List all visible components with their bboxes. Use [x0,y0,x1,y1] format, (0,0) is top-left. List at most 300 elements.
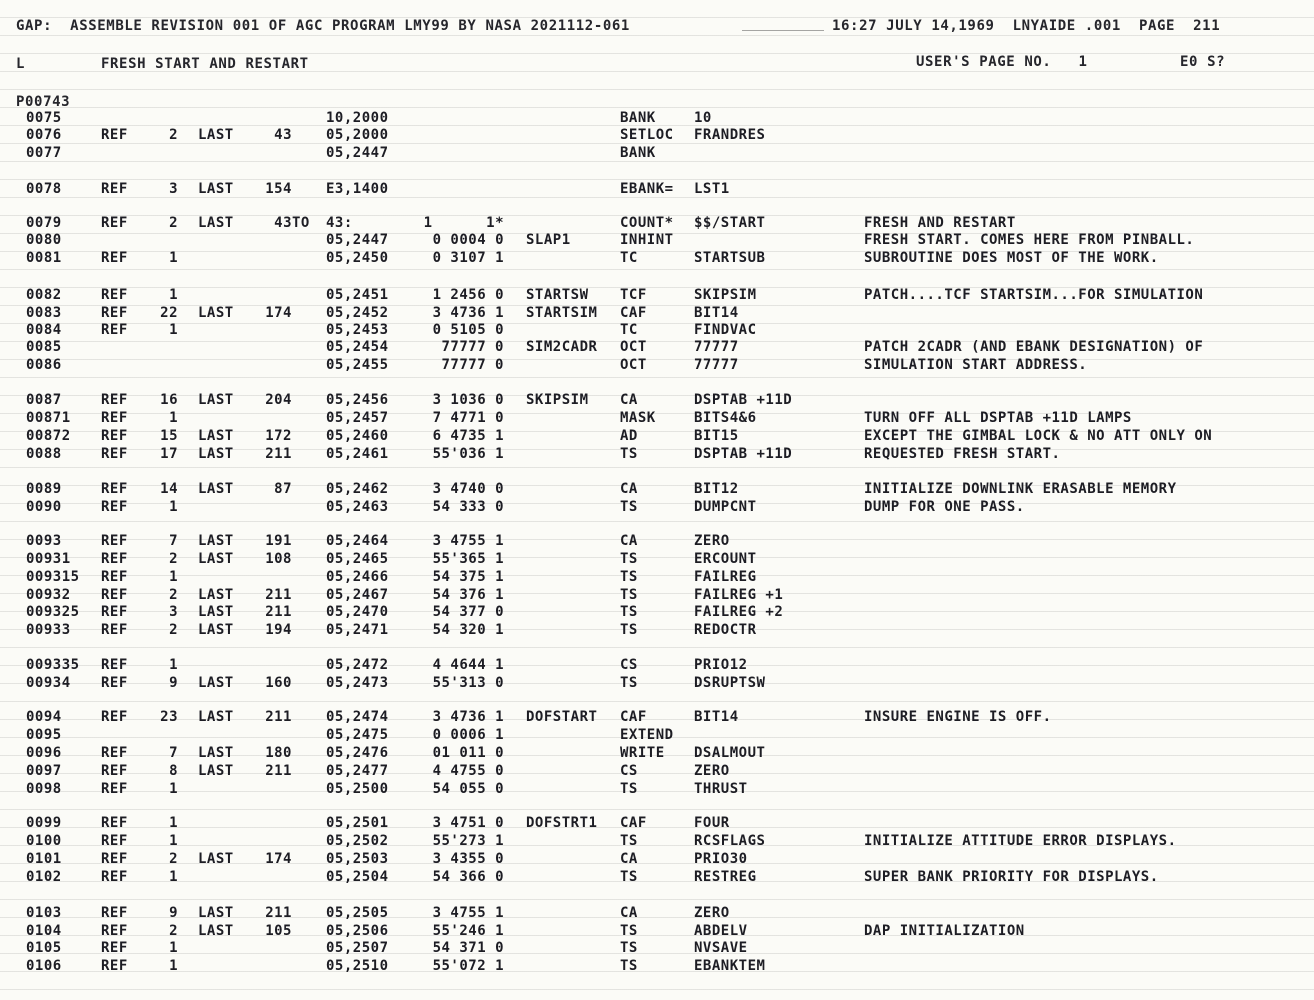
ref-count: 8 [169,763,178,779]
address: 10,2000 [326,110,389,126]
comment: DUMP FOR ONE PASS. [864,499,1025,515]
symbol-label: STARTSIM [526,305,598,321]
listing-row [0,815,1314,832]
listing-row [0,587,1314,604]
last-line: 204 [265,392,292,408]
opcode: TS [620,833,638,849]
ref-count: 15 [160,428,178,444]
line-number: 0097 [26,763,62,779]
last-tag: LAST [198,215,234,231]
octal-code: 6 4735 1 [432,428,504,444]
operand: BIT14 [694,709,739,725]
octal-code: 3 4355 0 [432,851,504,867]
last-tag: LAST [198,587,234,603]
octal-code: 1 2456 0 [432,287,504,303]
line-number: 0086 [26,357,62,373]
last-line: 174 [265,305,292,321]
last-tag: LAST [198,709,234,725]
line-number: 0098 [26,781,62,797]
operand: ZERO [694,533,730,549]
opcode: BANK [620,145,656,161]
comment: SUPER BANK PRIORITY FOR DISPLAYS. [864,869,1159,885]
octal-code: 4 4644 1 [432,657,504,673]
listing-row [0,305,1314,322]
last-line: 191 [265,533,292,549]
last-line: 87 [274,481,292,497]
opcode: INHINT [620,232,674,248]
last-tag: LAST [198,533,234,549]
ref-count: 2 [169,587,178,603]
address: 05,2447 [326,232,389,248]
line-number: 00931 [26,551,71,567]
line-number: 0093 [26,533,62,549]
opcode: CS [620,763,638,779]
opcode: TS [620,622,638,638]
octal-code: 0 3107 1 [432,250,504,266]
line-number: 0080 [26,232,62,248]
operand: 77777 [694,357,739,373]
ref-count: 2 [169,622,178,638]
ref-tag: REF [101,657,128,673]
ref-count: 1 [169,869,178,885]
opcode: SETLOC [620,127,674,143]
operand: THRUST [694,781,748,797]
opcode: EXTEND [620,727,674,743]
listing-row [0,923,1314,940]
operand: DSPTAB +11D [694,392,793,408]
opcode: TCF [620,287,647,303]
line-number: 0085 [26,339,62,355]
last-line: 108 [265,551,292,567]
ref-tag: REF [101,587,128,603]
opcode: CAF [620,709,647,725]
comment: DAP INITIALIZATION [864,923,1025,939]
operand: BITS4&6 [694,410,757,426]
operand: SKIPSIM [694,287,757,303]
opcode: CS [620,657,638,673]
listing-row [0,481,1314,498]
ref-tag: REF [101,622,128,638]
octal-code: 54 320 1 [432,622,504,638]
address: 05,2465 [326,551,389,567]
address: 05,2451 [326,287,389,303]
comment: INITIALIZE ATTITUDE ERROR DISPLAYS. [864,833,1177,849]
last-line: 174 [265,851,292,867]
operand: BIT15 [694,428,739,444]
ref-count: 3 [169,604,178,620]
last-tag: LAST [198,392,234,408]
operand: ABDELV [694,923,748,939]
address: 05,2503 [326,851,389,867]
header-rule [742,30,824,31]
ref-count: 2 [169,551,178,567]
operand: RESTREG [694,869,757,885]
listing-row [0,392,1314,409]
ref-count: 2 [169,851,178,867]
operand: PRIO12 [694,657,748,673]
ref-tag: REF [101,781,128,797]
opcode: CA [620,392,638,408]
operand: NVSAVE [694,940,748,956]
line-number: 0099 [26,815,62,831]
line-number: 00872 [26,428,71,444]
ref-count: 7 [169,533,178,549]
opcode: TS [620,446,638,462]
listing-row [0,905,1314,922]
line-number: 0105 [26,940,62,956]
opcode: MASK [620,410,656,426]
address: 05,2470 [326,604,389,620]
octal-code: 55'273 1 [432,833,504,849]
octal-code: 4 4755 0 [432,763,504,779]
octal-code: 54 375 1 [432,569,504,585]
operand: FAILREG [694,569,757,585]
address: 05,2506 [326,923,389,939]
comment: FRESH START. COMES HERE FROM PINBALL. [864,232,1195,248]
address: 05,2463 [326,499,389,515]
address: 05,2507 [326,940,389,956]
line-number: 0087 [26,392,62,408]
line-number: 0100 [26,833,62,849]
line-number: 0102 [26,869,62,885]
address: 05,2460 [326,428,389,444]
address: 05,2466 [326,569,389,585]
last-tag: LAST [198,923,234,939]
listing-row [0,181,1314,198]
opcode: TS [620,587,638,603]
listing-row [0,127,1314,144]
listing-row [0,410,1314,427]
line-number: 0094 [26,709,62,725]
opcode: TS [620,923,638,939]
ref-count: 1 [169,250,178,266]
ref-tag: REF [101,958,128,974]
symbol-label: SKIPSIM [526,392,589,408]
operand: DSALMOUT [694,745,766,761]
octal-code: 55'036 1 [432,446,504,462]
ref-count: 9 [169,905,178,921]
line-number: 009315 [26,569,80,585]
ref-count: 17 [160,446,178,462]
operand: ERCOUNT [694,551,757,567]
listing-row [0,745,1314,762]
ref-tag: REF [101,410,128,426]
ref-count: 1 [169,287,178,303]
listing-row [0,869,1314,886]
ref-tag: REF [101,181,128,197]
octal-code: 54 377 0 [432,604,504,620]
ref-tag: REF [101,745,128,761]
address: 05,2501 [326,815,389,831]
ref-tag: REF [101,215,128,231]
line-number: 0076 [26,127,62,143]
address: 05,2471 [326,622,389,638]
listing-row [0,833,1314,850]
ref-tag: REF [101,869,128,885]
address: 05,2455 [326,357,389,373]
comment: REQUESTED FRESH START. [864,446,1061,462]
ref-tag: REF [101,428,128,444]
ref-count: 1 [169,322,178,338]
comment: INSURE ENGINE IS OFF. [864,709,1052,725]
last-tag: LAST [198,446,234,462]
opcode: AD [620,428,638,444]
listing-row [0,215,1314,232]
ref-tag: REF [101,446,128,462]
opcode: CA [620,533,638,549]
opcode: OCT [620,357,647,373]
line-number: 0095 [26,727,62,743]
opcode: TS [620,551,638,567]
line-number: 0103 [26,905,62,921]
address: 05,2504 [326,869,389,885]
line-number: 00933 [26,622,71,638]
last-tag: LAST [198,763,234,779]
ref-count: 1 [169,410,178,426]
comment: PATCH 2CADR (AND EBANK DESIGNATION) OF [864,339,1204,355]
last-tag: LAST [198,604,234,620]
operand: FINDVAC [694,322,757,338]
ref-tag: REF [101,709,128,725]
last-tag: LAST [198,551,234,567]
last-line: 43 [274,215,292,231]
ref-tag: REF [101,815,128,831]
address: 05,2474 [326,709,389,725]
opcode: WRITE [620,745,665,761]
octal-code: 54 366 0 [432,869,504,885]
opcode: TS [620,604,638,620]
opcode: TS [620,958,638,974]
ref-count: 2 [169,127,178,143]
opcode: CA [620,851,638,867]
assembly-header: GAP: ASSEMBLE REVISION 001 OF AGC PROGRAM LMY99 BY NASA 2021112-061 [16,18,630,34]
octal-code: 54 371 0 [432,940,504,956]
operand: 10 [694,110,712,126]
operand: BIT14 [694,305,739,321]
listing-row [0,763,1314,780]
ref-count: 14 [160,481,178,497]
operand: FAILREG +1 [694,587,784,603]
last-line: 194 [265,622,292,638]
address: 05,2462 [326,481,389,497]
ref-count: 1 [169,781,178,797]
address: 05,2452 [326,305,389,321]
address: E3,1400 [326,181,389,197]
symbol-label: STARTSW [526,287,589,303]
address: 05,2473 [326,675,389,691]
ref-tag: REF [101,287,128,303]
opcode: BANK [620,110,656,126]
listing-row [0,675,1314,692]
operand: FRANDRES [694,127,766,143]
line-number: 0078 [26,181,62,197]
listing-row [0,551,1314,568]
last-line: 211 [265,905,292,921]
operand: FOUR [694,815,730,831]
ref-tag: REF [101,481,128,497]
listing-row [0,657,1314,674]
octal-code: 55'313 0 [432,675,504,691]
line-number: 0096 [26,745,62,761]
ref-tag: REF [101,305,128,321]
last-line: 211 [265,604,292,620]
last-tag: LAST [198,905,234,921]
symbol-label: DOFSTART [526,709,598,725]
address: 05,2447 [326,145,389,161]
listing-row [0,851,1314,868]
last-tag: LAST [198,851,234,867]
ref-count: 1 [169,569,178,585]
opcode: TS [620,569,638,585]
listing-row [0,533,1314,550]
ref-tag: REF [101,533,128,549]
last-line: 211 [265,763,292,779]
ref-tag: REF [101,851,128,867]
listing-row [0,428,1314,445]
last-line: 154 [265,181,292,197]
comment: SIMULATION START ADDRESS. [864,357,1088,373]
listing-row [0,357,1314,374]
comment: FRESH AND RESTART [864,215,1016,231]
ref-count: 23 [160,709,178,725]
opcode: EBANK= [620,181,674,197]
operand: EBANKTEM [694,958,766,974]
octal-code: 0 5105 0 [432,322,504,338]
octal-code: 77777 0 [441,339,504,355]
octal-code: 77777 0 [441,357,504,373]
opcode: CAF [620,815,647,831]
listing-row [0,604,1314,621]
log-tag: P00743 [16,94,71,110]
address: 05,2453 [326,322,389,338]
last-tag: LAST [198,428,234,444]
octal-code: 3 1036 0 [432,392,504,408]
ref-count: 9 [169,675,178,691]
section-title: FRESH START AND RESTART [101,56,309,72]
line-number: 0082 [26,287,62,303]
ref-count: 22 [160,305,178,321]
opcode: CA [620,905,638,921]
page-code: E0 S? [1180,54,1226,70]
operand: ZERO [694,905,730,921]
opcode: TS [620,869,638,885]
octal-code: 55'365 1 [432,551,504,567]
listing-row [0,940,1314,957]
ref-count: 1 [169,815,178,831]
opcode: TS [620,781,638,797]
operand: LST1 [694,181,730,197]
address: 05,2464 [326,533,389,549]
ref-tag: REF [101,833,128,849]
listing-row [0,110,1314,127]
line-number: 0077 [26,145,62,161]
opcode: CAF [620,305,647,321]
line-number: 009335 [26,657,80,673]
operand: FAILREG +2 [694,604,784,620]
ref-tag: REF [101,127,128,143]
comment: TURN OFF ALL DSPTAB +11D LAMPS [864,410,1132,426]
line-number: 0083 [26,305,62,321]
opcode: COUNT* [620,215,674,231]
listing-row [0,287,1314,304]
octal-code: 0 0006 1 [432,727,504,743]
listing-row [0,709,1314,726]
ref-count: 2 [169,215,178,231]
address: 05,2510 [326,958,389,974]
listing-row [0,232,1314,249]
opcode: TC [620,250,638,266]
line-number: 0081 [26,250,62,266]
address: 05,2472 [326,657,389,673]
last-tag: LAST [198,481,234,497]
octal-code: 3 4755 1 [432,905,504,921]
operand: $$/START [694,215,766,231]
line-number: 0088 [26,446,62,462]
octal-code: 3 4736 1 [432,709,504,725]
line-number: 00934 [26,675,71,691]
octal-code: 54 055 0 [432,781,504,797]
listing-row [0,727,1314,744]
ref-tag: REF [101,392,128,408]
operand: DSPTAB +11D [694,446,793,462]
last-line: 160 [265,675,292,691]
opcode: CA [620,481,638,497]
operand: DSRUPTSW [694,675,766,691]
octal-code: 54 333 0 [432,499,504,515]
line-number: 0106 [26,958,62,974]
operand: PRIO30 [694,851,748,867]
octal-code: 55'246 1 [432,923,504,939]
opcode: OCT [620,339,647,355]
symbol-label: SIM2CADR [526,339,598,355]
operand: RCSFLAGS [694,833,766,849]
ref-count: 2 [169,923,178,939]
address: 05,2000 [326,127,389,143]
line-number: 00871 [26,410,71,426]
address: 05,2457 [326,410,389,426]
listing-row [0,446,1314,463]
last-tag: LAST [198,181,234,197]
operand: REDOCTR [694,622,757,638]
operand: ZERO [694,763,730,779]
ref-tag: REF [101,569,128,585]
ref-count: 1 [169,940,178,956]
octal-code: 3 4736 1 [432,305,504,321]
line-number: 0104 [26,923,62,939]
listing-row [0,339,1314,356]
last-line: 211 [265,709,292,725]
address: 05,2505 [326,905,389,921]
address: 05,2502 [326,833,389,849]
symbol-label: SLAP1 [526,232,571,248]
last-line: 211 [265,446,292,462]
ref-tag: REF [101,250,128,266]
address: 43: [326,215,353,231]
ref-count: 1 [169,958,178,974]
line-number: 0075 [26,110,62,126]
address: 05,2454 [326,339,389,355]
listing-row [0,322,1314,339]
address: 05,2461 [326,446,389,462]
ref-tag: REF [101,923,128,939]
octal-code: 3 4755 1 [432,533,504,549]
comment: PATCH....TCF STARTSIM...FOR SIMULATION [864,287,1204,303]
address: 05,2475 [326,727,389,743]
last-line: 172 [265,428,292,444]
octal-code: 55'072 1 [432,958,504,974]
octal-code: 7 4771 0 [432,410,504,426]
ref-tag: REF [101,604,128,620]
